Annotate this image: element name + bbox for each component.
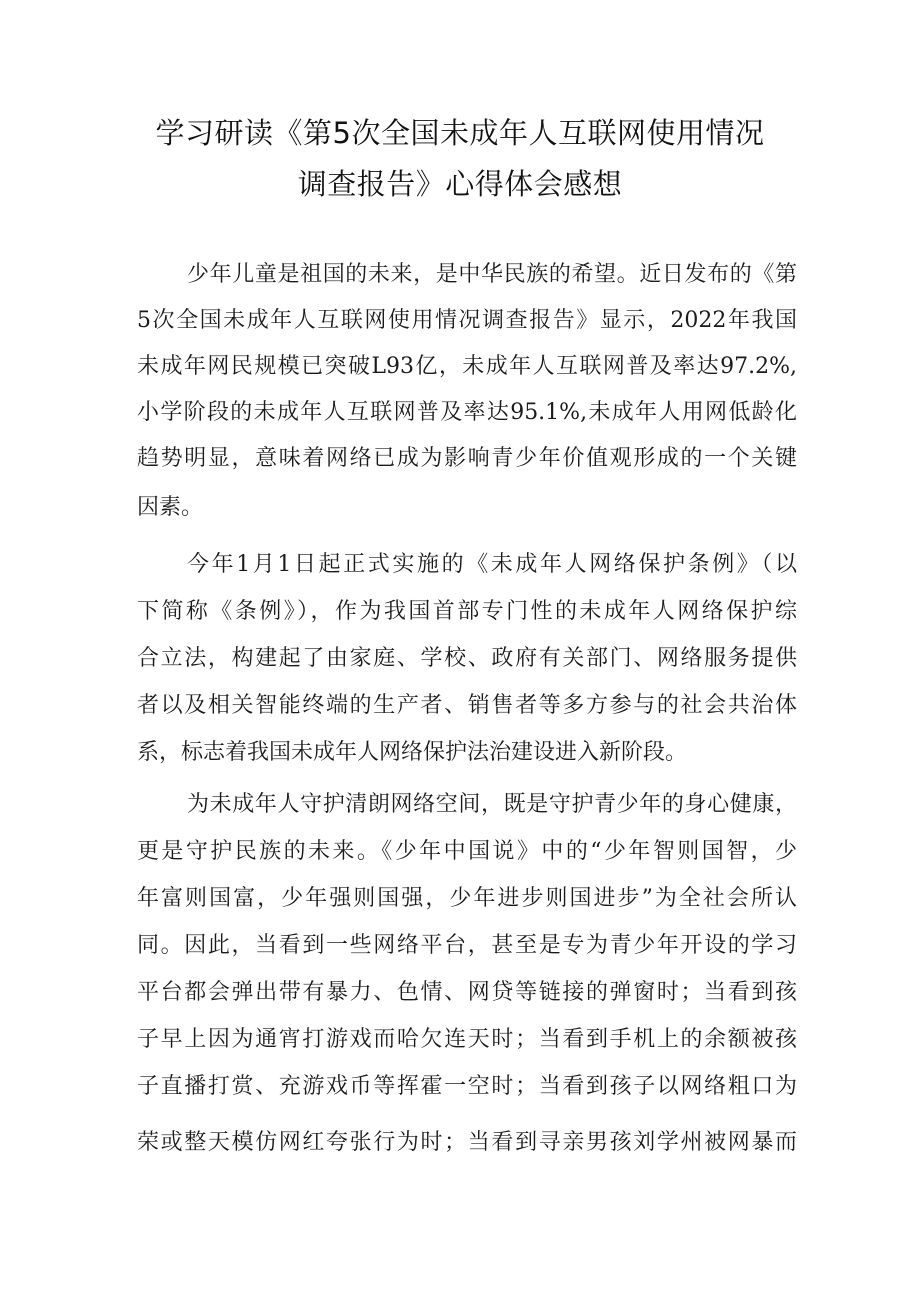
- paragraph-line: 子早上因为通宵打游戏而哈欠连天时；当看到手机上的余额被孩: [137, 1027, 797, 1052]
- paragraph-line: 少年儿童是祖国的未来，是中华民族的希望。近日发布的《第: [187, 262, 797, 287]
- document-title-line-1: 学习研读《第5次全国未成年人互联网使用情况: [155, 116, 765, 150]
- document-title-line-2: 调查报告》心得体会感想: [297, 167, 623, 201]
- paragraph-line: 趋势明显，意味着网络已成为影响青少年价值观形成的一个关键: [137, 446, 797, 471]
- paragraph-line: 系，标志着我国未成年人网络保护法治建设进入新阶段。: [137, 740, 688, 765]
- paragraph-line: 更是守护民族的未来。《少年中国说》中的“少年智则国智，少: [137, 839, 797, 864]
- paragraph-line: 5次全国未成年人互联网使用情况调查报告》显示，2022年我国: [137, 308, 797, 333]
- paragraph-line: 合立法，构建起了由家庭、学校、政府有关部门、网络服务提供: [137, 646, 797, 671]
- paragraph-line: 因素。: [137, 495, 204, 520]
- paragraph-line: 下简称《条例》），作为我国首部专门性的未成年人网络保护综: [137, 599, 797, 624]
- paragraph-line: 平台都会弹出带有暴力、色情、网贷等链接的弹窗时；当看到孩: [137, 980, 797, 1005]
- paragraph-line: 今年1月1日起正式实施的《未成年人网络保护条例》（以: [187, 552, 797, 577]
- paragraph-line: 同。因此，当看到一些网络平台，甚至是专为青少年开设的学习: [137, 933, 797, 958]
- paragraph-line: 者以及相关智能终端的生产者、销售者等多方参与的社会共治体: [137, 693, 797, 718]
- paragraph-line: 荣或整天模仿网红夸张行为时；当看到寻亲男孩刘学州被网暴而: [137, 1130, 797, 1155]
- paragraph-line: 子直播打赏、充游戏币等挥霍一空时；当看到孩子以网络粗口为: [137, 1074, 797, 1099]
- paragraph-line: 年富则国富，少年强则国强，少年进步则国进步”为全社会所认: [137, 886, 797, 911]
- paragraph-line: 为未成年人守护清朗网络空间，既是守护青少年的身心健康，: [187, 792, 797, 817]
- paragraph-line: 未成年网民规模已突破L93亿，未成年人互联网普及率达97.2%,: [137, 354, 797, 379]
- paragraph-line: 小学阶段的未成年人互联网普及率达95.1%,未成年人用网低龄化: [137, 400, 797, 425]
